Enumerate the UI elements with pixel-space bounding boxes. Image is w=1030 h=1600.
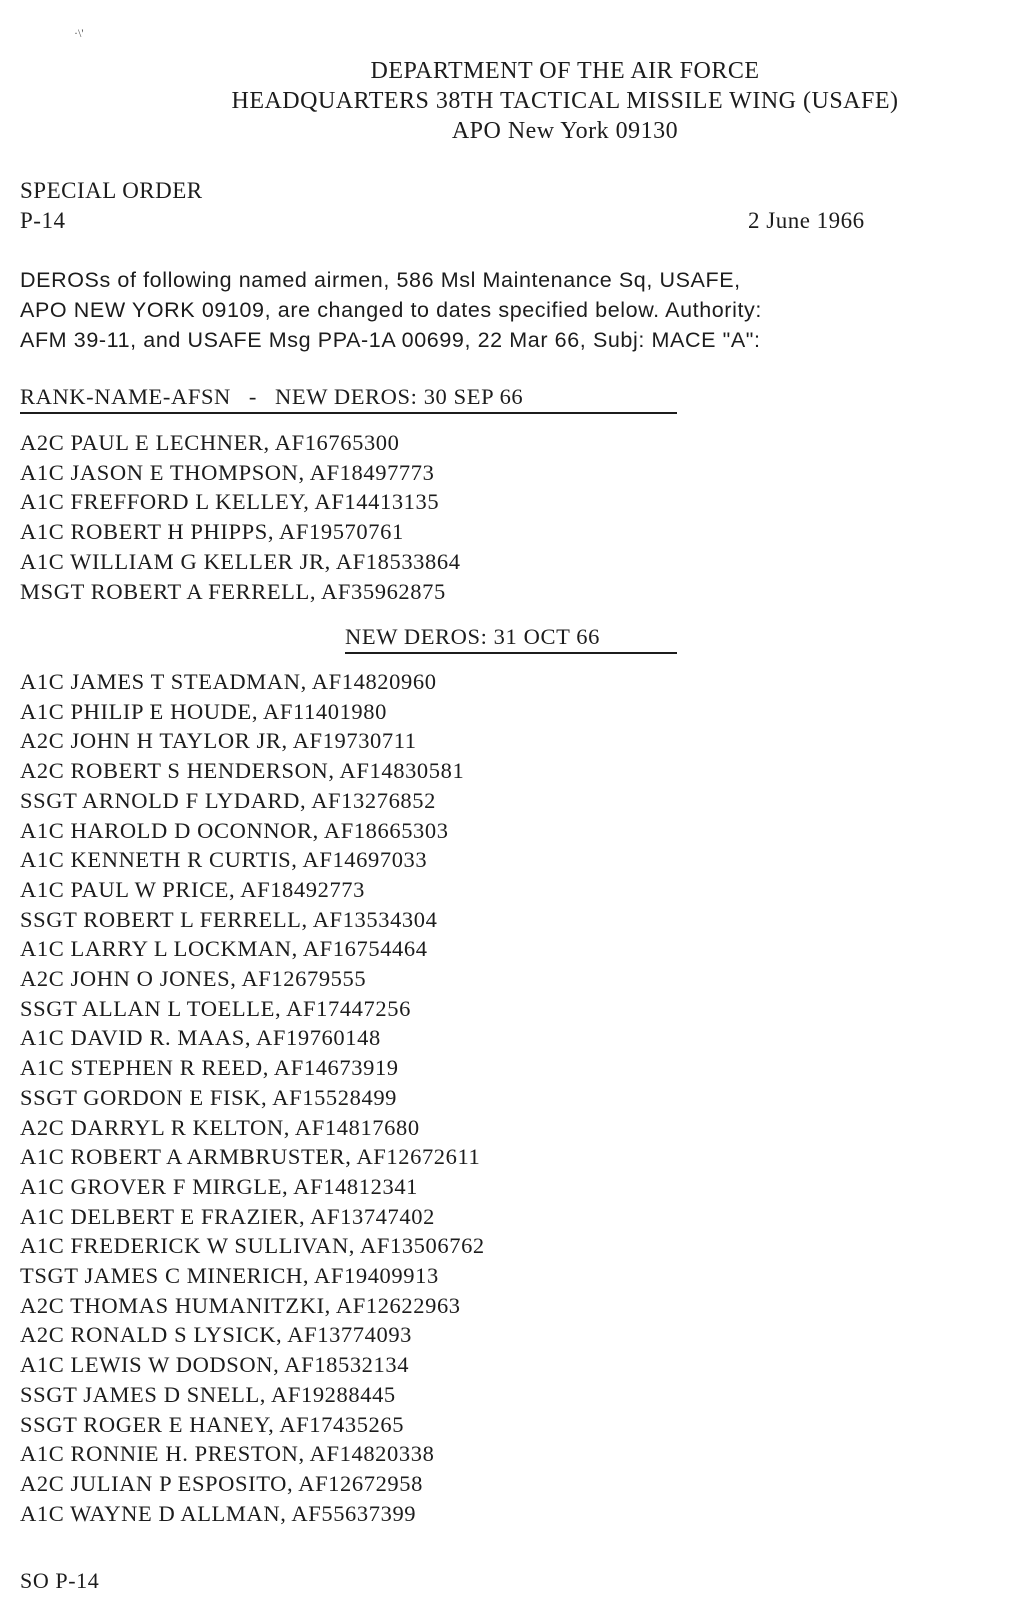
airman-entry: SSGT GORDON E FISK, AF15528499 <box>20 1084 398 1110</box>
scan-mark: ·\' <box>74 26 84 40</box>
airman-entry: SSGT ALLAN L TOELLE, AF17447256 <box>20 995 411 1021</box>
airman-entry: A1C DAVID R. MAAS, AF19760148 <box>20 1025 381 1051</box>
department-line: DEPARTMENT OF THE AIR FORCE <box>370 58 760 84</box>
airman-entry: A1C LARRY L LOCKMAN, AF16754464 <box>20 936 428 962</box>
airman-entry: A1C JASON E THOMPSON, AF18497773 <box>20 459 435 485</box>
section-heading-sep <box>20 383 677 414</box>
airman-entry: A2C PAUL E LECHNER, AF16765300 <box>20 430 400 455</box>
airmen-list-sep <box>20 428 461 606</box>
order-title: SPECIAL ORDER <box>20 178 203 203</box>
airman-entry: SSGT ROGER E HANEY, AF17435265 <box>20 1411 405 1437</box>
airman-entry: A1C HAROLD D OCONNOR, AF18665303 <box>20 817 449 843</box>
airman-entry: SSGT ARNOLD F LYDARD, AF13276852 <box>20 787 436 813</box>
airman-entry: A2C JOHN H TAYLOR JR, AF19730711 <box>20 728 417 754</box>
airman-entry: A1C PAUL W PRICE, AF18492773 <box>20 876 365 902</box>
headquarters-line: HEADQUARTERS 38TH TACTICAL MISSILE WING (USAFE) <box>231 88 899 114</box>
deros-sep: NEW DEROS: 30 SEP 66 <box>275 384 524 409</box>
airman-entry: A2C DARRYL R KELTON, AF14817680 <box>20 1114 420 1140</box>
airman-entry: A2C JULIAN P ESPOSITO, AF12672958 <box>20 1470 423 1496</box>
airman-entry: A1C WAYNE D ALLMAN, AF55637399 <box>20 1500 417 1526</box>
airman-entry: A1C LEWIS W DODSON, AF18532134 <box>20 1352 410 1378</box>
order-paragraph <box>20 265 762 355</box>
airman-entry: SSGT ROBERT L FERRELL, AF13534304 <box>20 906 438 932</box>
airman-entry: A1C KENNETH R CURTIS, AF14697033 <box>20 847 428 873</box>
page-footer: SO P-14 <box>20 1568 100 1593</box>
order-number: P-14 <box>20 208 66 233</box>
airman-entry: TSGT JAMES C MINERICH, AF19409913 <box>20 1263 439 1289</box>
airman-entry: A1C ROBERT H PHIPPS, AF19570761 <box>20 519 404 545</box>
order-identification <box>20 176 203 236</box>
airman-entry: A2C ROBERT S HENDERSON, AF14830581 <box>20 758 465 784</box>
order-date: 2 June 1966 <box>748 208 865 233</box>
section-heading-oct <box>345 623 677 654</box>
paragraph-line: APO NEW YORK 09109, are changed to dates specified below. Authority: <box>20 298 762 322</box>
paragraph-line: DEROSs of following named airmen, 586 Msl Maintenance Sq, USAFE, <box>20 268 741 292</box>
airman-entry: A1C RONNIE H. PRESTON, AF14820338 <box>20 1441 435 1467</box>
column-label: RANK-NAME-AFSN <box>20 384 231 409</box>
airman-entry: A2C JOHN O JONES, AF12679555 <box>20 966 367 992</box>
airman-entry: A1C DELBERT E FRAZIER, AF13747402 <box>20 1203 435 1229</box>
airman-entry: A2C THOMAS HUMANITZKI, AF12622963 <box>20 1292 461 1318</box>
airman-entry: A1C GROVER F MIRGLE, AF14812341 <box>20 1173 419 1199</box>
airman-entry: A1C ROBERT A ARMBRUSTER, AF12672611 <box>20 1144 481 1170</box>
airman-entry: SSGT JAMES D SNELL, AF19288445 <box>20 1381 396 1407</box>
airmen-list-oct <box>20 667 485 1528</box>
airman-entry: MSGT ROBERT A FERRELL, AF35962875 <box>20 578 446 604</box>
letterhead <box>0 56 1030 146</box>
airman-entry: A2C RONALD S LYSICK, AF13774093 <box>20 1322 413 1348</box>
heading-dash: - <box>248 384 258 409</box>
airman-entry: A1C FREFFORD L KELLEY, AF14413135 <box>20 489 440 515</box>
paragraph-line: AFM 39-11, and USAFE Msg PPA-1A 00699, 22 Mar 66, Subj: MACE "A": <box>20 328 761 352</box>
airman-entry: A1C STEPHEN R REED, AF14673919 <box>20 1055 399 1081</box>
airman-entry: A1C PHILIP E HOUDE, AF11401980 <box>20 698 387 724</box>
airman-entry: A1C JAMES T STEADMAN, AF14820960 <box>20 669 437 694</box>
apo-line: APO New York 09130 <box>451 118 679 144</box>
airman-entry: A1C WILLIAM G KELLER JR, AF18533864 <box>20 548 461 574</box>
deros-oct: NEW DEROS: 31 OCT 66 <box>345 624 600 649</box>
airman-entry: A1C FREDERICK W SULLIVAN, AF13506762 <box>20 1233 485 1259</box>
